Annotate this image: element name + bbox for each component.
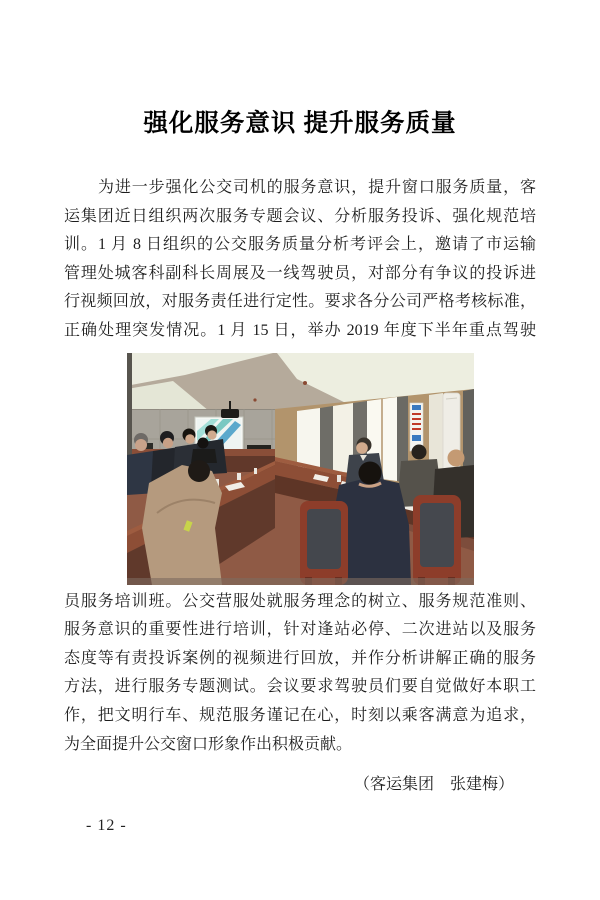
body-line-8: 服务意识的重要性进行培训，针对逢站必停、二次进站以及服务 [64, 621, 536, 639]
page-number: - 12 - [86, 817, 127, 834]
body-line-7: 员服务培训班。公交营服处就服务理念的树立、服务规范准则、 [64, 592, 536, 610]
body-line-5: 行视频回放，对服务责任进行定性。要求各分公司严格考核标准， [64, 293, 536, 311]
body-line-10: 方法，进行服务专题测试。会议要求驾驶员们要自觉做好本职工 [64, 678, 536, 696]
body-line-1: 为进一步强化公交司机的服务意识，提升窗口服务质量，客 [98, 179, 536, 196]
body-line-12: 为全面提升公交窗口形象作出积极贡献。 [64, 735, 353, 753]
body-line-11: 作，把文明行车、规范服务谨记在心，时刻以乘客满意为追求， [64, 706, 536, 724]
meeting-room-photo [127, 353, 474, 585]
body-line-4: 管理处城客科副科长周展及一线驾驶员，对部分有争议的投诉进 [64, 264, 536, 282]
body-line-2: 运集团近日组织两次服务专题会议、分析服务投诉、强化规范培 [64, 207, 536, 225]
window [297, 408, 320, 469]
body-line-3: 训。1 月 8 日组织的公交服务质量分析考评会上，邀请了市运输 [64, 236, 536, 254]
body-line-6: 正确处理突发情况。1 月 15 日，举办 2019 年度下半年重点驾驶 [64, 321, 536, 339]
page-title: 强化服务意识 提升服务质量 [143, 110, 457, 137]
curtain [320, 406, 333, 471]
body-text [64, 174, 536, 800]
wall-poster [410, 403, 423, 451]
body-line-9: 态度等有责投诉案例的视频进行回放，并作分析讲解正确的服务 [64, 649, 536, 667]
attribution: （客运集团 张建梅） [353, 776, 514, 794]
